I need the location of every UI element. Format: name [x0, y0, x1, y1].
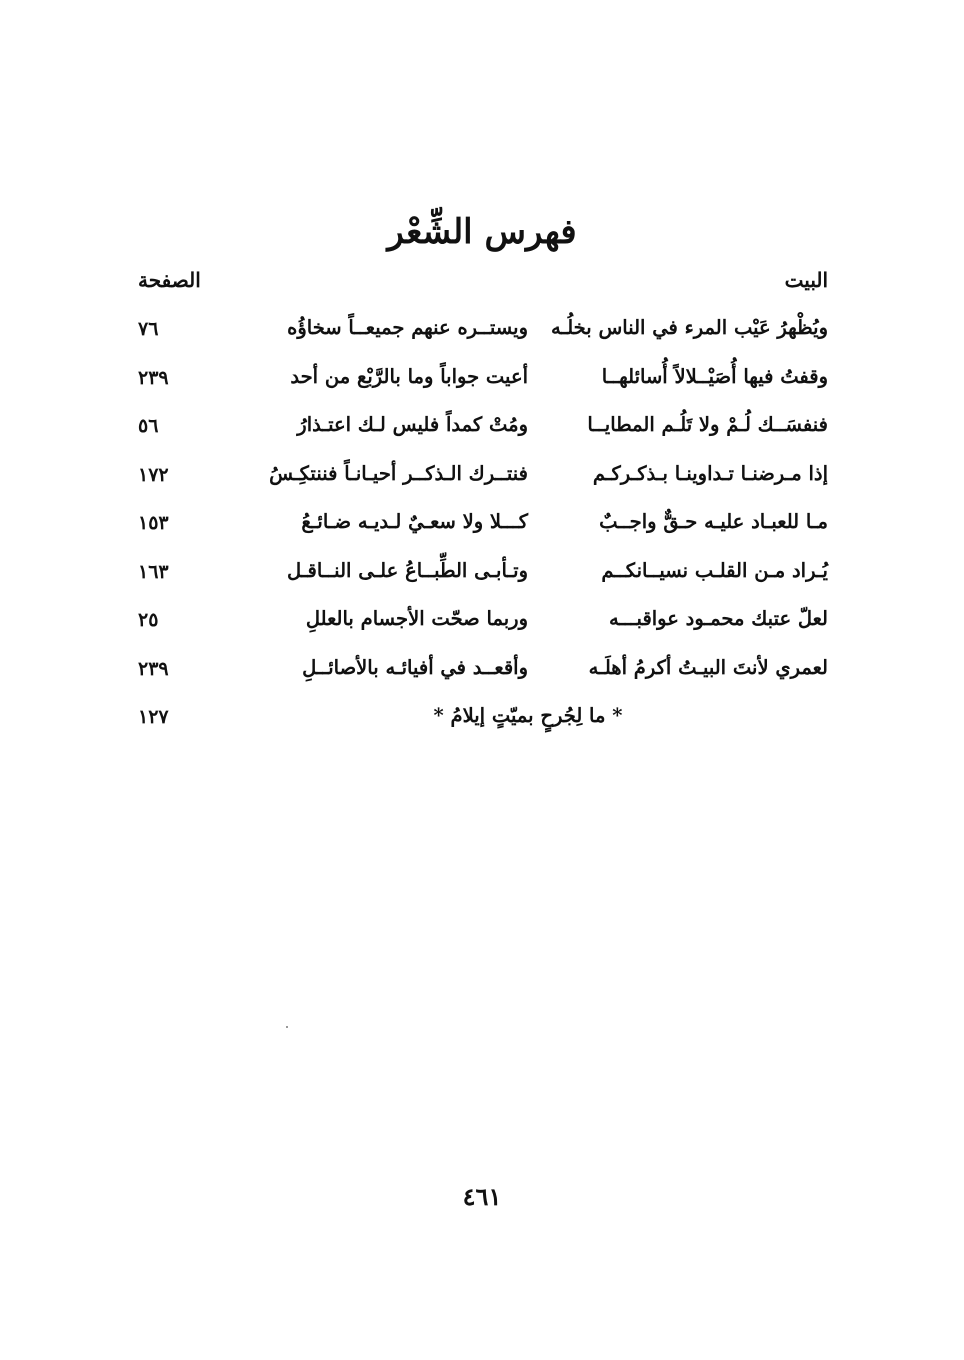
verse-second-hemistich: كـــلا ولا سعـيٌ لـديـه ضـائـعُ: [301, 510, 528, 533]
verse-first-hemistich: فنفسَــك لُـمْ ولا تَلُـم المطايــا: [587, 413, 828, 436]
verse-second-hemistich: وربما صحّت الأجسام بالعللِ: [305, 607, 528, 630]
page-reference: ١٥٣: [138, 512, 169, 534]
verse-first-hemistich: إذا مـرضنـا تـداوينـا بـذكـركـم: [592, 461, 828, 485]
page-reference: ١٧٢: [138, 463, 169, 486]
index-row: [138, 413, 828, 462]
page-number: ٤٦١: [462, 1182, 502, 1211]
verse-single-hemistich: * ما لِجُرحٍ بميّتٍ إيلامُ *: [433, 704, 623, 727]
page-reference: ٢٣٩: [138, 366, 169, 389]
index-row: [138, 607, 828, 656]
verse-column-header: البيت: [784, 268, 828, 292]
page-reference: ٢٣٩: [138, 657, 169, 680]
page-reference: ١٦٣: [138, 560, 169, 583]
page-title: فهرس الشِّعْر: [387, 212, 577, 252]
verse-first-hemistich: وقفتُ فيها أُصَيْــلالاً أُسائلهــا: [601, 364, 828, 388]
verse-second-hemistich: ويستــره عنهم جميعــاً سخاؤُه: [287, 316, 528, 339]
page-reference: ٧٦: [138, 318, 159, 340]
verse-second-hemistich: فنتــرك الـذكــر أحيـانـاً فننتكِـسُ: [269, 461, 528, 485]
page-reference: ٢٥: [138, 609, 159, 631]
page-column-header: الصفحة: [138, 268, 201, 292]
page-reference: ٥٦: [138, 415, 159, 437]
index-row-single: [138, 704, 828, 753]
scan-speck: [286, 1026, 288, 1028]
page-reference: ١٢٧: [138, 706, 169, 728]
index-row: [138, 365, 828, 414]
index-row: [138, 559, 828, 608]
verse-first-hemistich: مـا للعبـاد عليـه حـقٌّ واجــبٌ: [599, 510, 828, 533]
column-headers: [138, 268, 828, 304]
verse-first-hemistich: لعمري لأنتَ البيـتُ أكرمُ أهلَـه: [588, 655, 828, 679]
index-row: [138, 656, 828, 705]
index-row: [138, 462, 828, 511]
verse-second-hemistich: وأقعــد في أفيائـه بالأصائــلِ: [302, 655, 528, 679]
verse-second-hemistich: وتـأبـى الطِّبــاعُ علـى النــاقـل: [287, 558, 528, 582]
index-row: [138, 316, 828, 365]
index-row: [138, 510, 828, 559]
verse-first-hemistich: ويُظْهرُ عَيْب المرء في الناس بخلُـه: [551, 316, 828, 339]
verse-second-hemistich: أعيت جواباً وما بالرَّبْع من أحد: [290, 364, 528, 388]
verse-second-hemistich: ومُتْ كمداً فليس لـك اعتـذارُ: [297, 413, 528, 436]
poetry-index-list: [138, 316, 828, 753]
verse-first-hemistich: يُـراد مـن القلـب نسيــانكــم: [601, 558, 828, 582]
verse-first-hemistich: لعلّ عتبك محمـود عواقبـــه: [608, 607, 828, 630]
